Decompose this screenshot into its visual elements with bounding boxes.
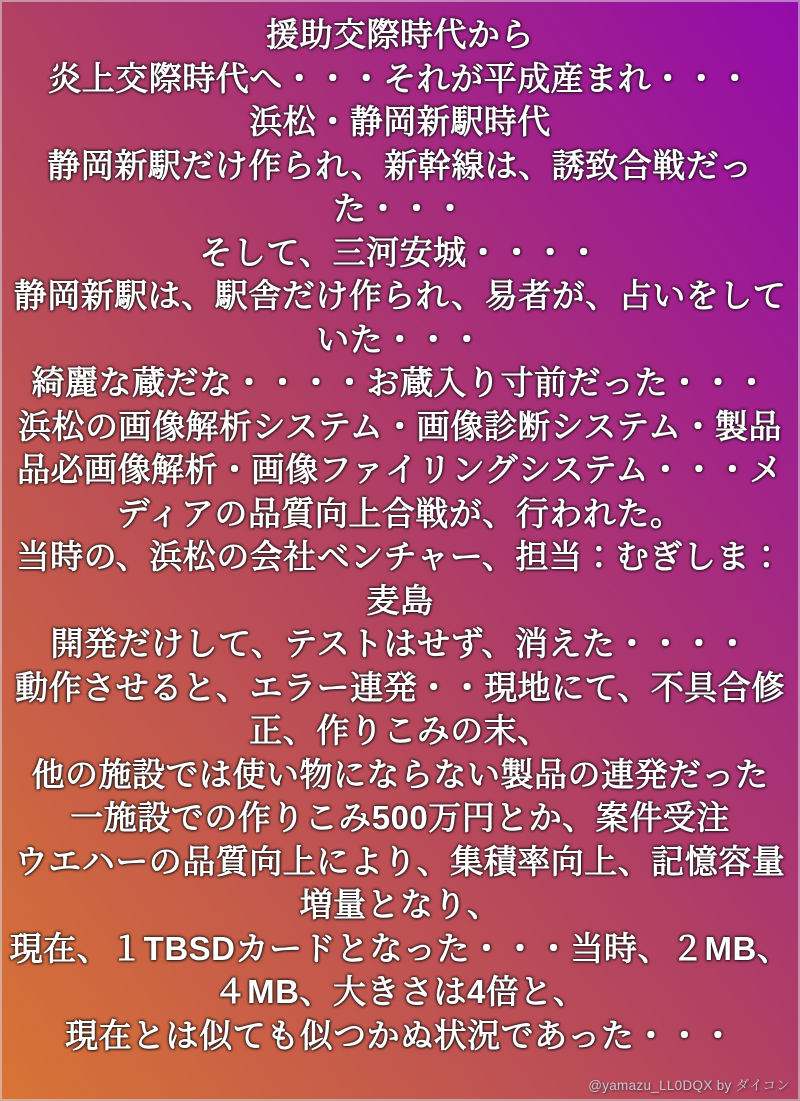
text-block [0, 13, 800, 1057]
text-line: 一施設での作りこみ500万円とか、案件受注 [70, 799, 730, 836]
text-line: 静岡新駅は、駅舎だけ作られ、易者が、占いをして [13, 277, 787, 314]
text-line: 当時の、浜松の会社ベンチャー、担当：むぎしま： [16, 538, 784, 575]
text-line: 援助交際時代から [266, 16, 534, 53]
text-line: 浜松・静岡新駅時代 [249, 103, 551, 140]
text-line: 品必画像解析・画像ファイリングシステム・・・メ [17, 451, 783, 488]
text-line: 正、作りこみの末、 [249, 712, 551, 749]
text-line: 増量となり、 [299, 886, 501, 923]
text-line: た・・・ [333, 190, 467, 227]
text-line: 浜松の画像解析システム・画像診断システム・製品 [18, 407, 782, 445]
text-line: 麦島 [366, 581, 434, 619]
text-line: 炎上交際時代へ・・・それが平成産まれ・・・ [48, 59, 752, 97]
text-line: ディアの品質向上合戦が、行われた。 [116, 494, 684, 532]
text-line: 綺麗な蔵だな・・・・お蔵入り寸前だった・・・ [31, 364, 769, 401]
text-line: 現在とは似ても似つかぬ状況であった・・・ [65, 1016, 735, 1054]
text-line: いた・・・ [316, 320, 484, 358]
text-line: ウエハーの品質向上により、集積率向上、記憶容量 [14, 842, 786, 880]
text-line: 静岡新駅だけ作られ、新幹線は、誘致合戦だっ [47, 146, 753, 184]
text-line: ４MB、大きさは4倍と、 [213, 973, 587, 1010]
text-line: 動作させると、エラー連発・・現地にて、不具合修 [15, 668, 785, 706]
text-line: そして、三河安城・・・・ [199, 233, 601, 271]
text-line: 他の施設では使い物にならない製品の連発だった [31, 755, 769, 793]
text-line: 現在、１TBSDカードとなった・・・当時、２MB、 [9, 929, 791, 967]
text-line: 開発だけして、テストはせず、消えた・・・・ [50, 625, 750, 662]
watermark: @yamazu_LL0DQX by ダイコン [588, 1078, 790, 1093]
